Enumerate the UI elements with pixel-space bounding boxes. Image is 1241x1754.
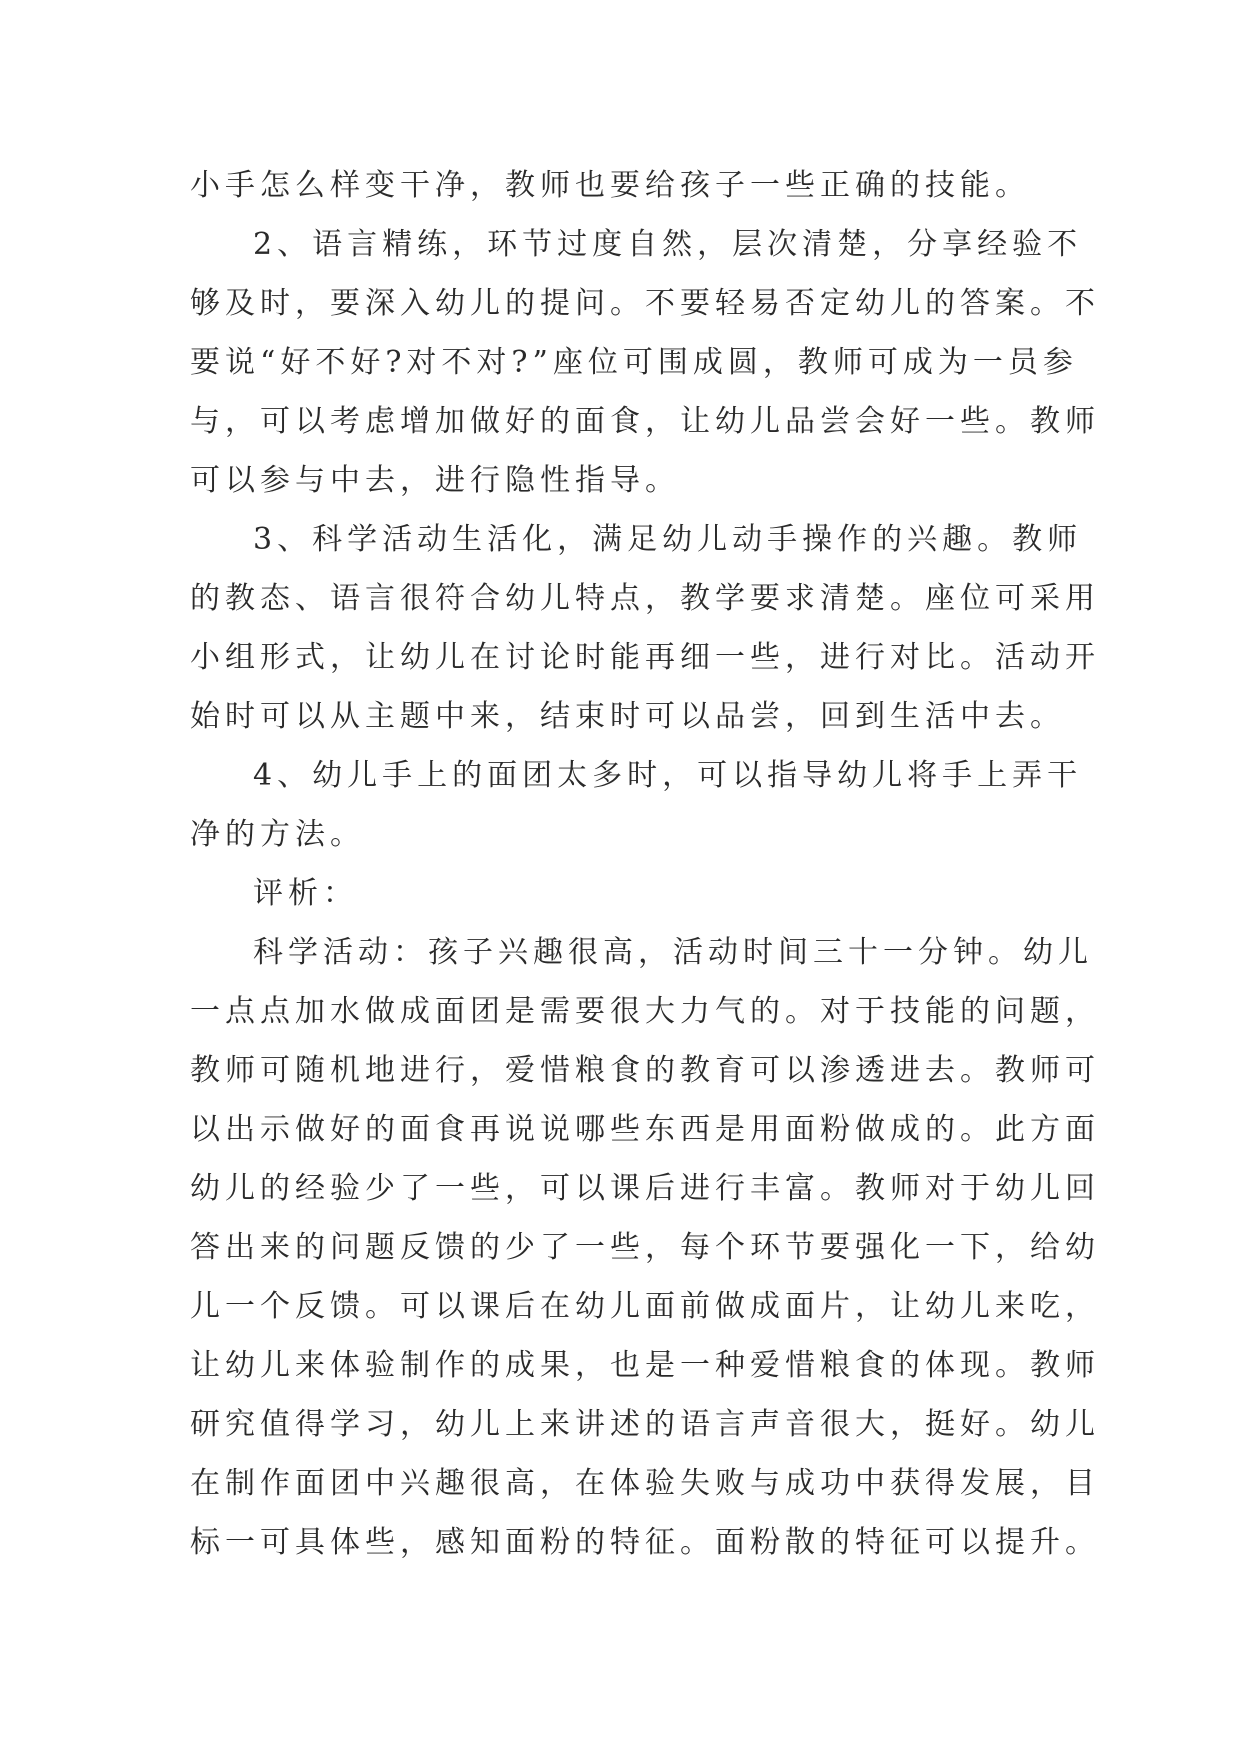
text-line: 教师可随机地进行，爱惜粮食的教育可以渗透进去。教师可 xyxy=(190,1053,1100,1088)
text-line: 一点点加水做成面团是需要很大力气的。对于技能的问题， xyxy=(190,994,1100,1029)
text-line: 科学活动：孩子兴趣很高，活动时间三十一分钟。幼儿 xyxy=(253,935,1093,970)
text-line: 与，可以考虑增加做好的面食，让幼儿品尝会好一些。教师 xyxy=(190,404,1100,439)
text-line: 小组形式，让幼儿在讨论时能再细一些，进行对比。活动开 xyxy=(190,640,1100,675)
text-line: 让幼儿来体验制作的成果，也是一种爱惜粮食的体现。教师 xyxy=(190,1348,1100,1383)
text-line: 3、科学活动生活化，满足幼儿动手操作的兴趣。教师 xyxy=(253,522,1083,557)
text-line: 研究值得学习，幼儿上来讲述的语言声音很大，挺好。幼儿 xyxy=(190,1407,1100,1442)
section-heading: 评析： xyxy=(253,876,358,911)
text-line: 的教态、语言很符合幼儿特点，教学要求清楚。座位可采用 xyxy=(190,581,1100,616)
text-line: 小手怎么样变干净，教师也要给孩子一些正确的技能。 xyxy=(190,168,1030,203)
text-line: 标一可具体些，感知面粉的特征。面粉散的特征可以提升。 xyxy=(190,1525,1100,1560)
text-line: 净的方法。 xyxy=(190,817,365,852)
text-line: 始时可以从主题中来，结束时可以品尝，回到生活中去。 xyxy=(190,699,1065,734)
text-line: 儿一个反馈。可以课后在幼儿面前做成面片，让幼儿来吃， xyxy=(190,1289,1100,1324)
text-line: 4、幼儿手上的面团太多时，可以指导幼儿将手上弄干 xyxy=(253,758,1083,793)
document-body xyxy=(190,156,1100,1572)
text-line: 幼儿的经验少了一些，可以课后进行丰富。教师对于幼儿回 xyxy=(190,1171,1100,1206)
text-line: 以出示做好的面食再说说哪些东西是用面粉做成的。此方面 xyxy=(190,1112,1100,1147)
text-line: 2、语言精练，环节过度自然，层次清楚，分享经验不 xyxy=(253,227,1083,262)
text-line: 在制作面团中兴趣很高，在体验失败与成功中获得发展，目 xyxy=(190,1466,1100,1501)
text-line: 够及时，要深入幼儿的提问。不要轻易否定幼儿的答案。不 xyxy=(190,286,1100,321)
text-line: 要说“好不好?对不对?”座位可围成圆，教师可成为一员参 xyxy=(190,345,1078,380)
text-line: 可以参与中去，进行隐性指导。 xyxy=(190,463,680,498)
text-line: 答出来的问题反馈的少了一些，每个环节要强化一下，给幼 xyxy=(190,1230,1100,1265)
